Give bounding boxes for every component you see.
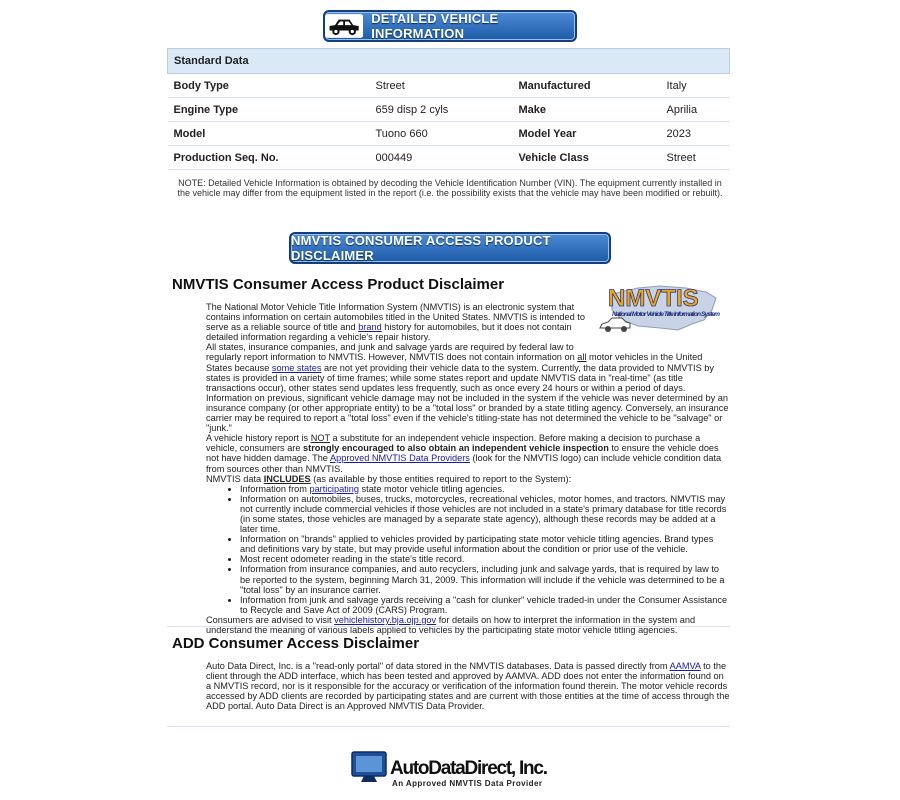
vin-decoding-note: NOTE: Detailed Vehicle Information is obtained by decoding the Vehicle Identification Number (VIN). The equipment currently installed in the vehicle may differ from the equipment listed in the report (i.e. the possibility exists that the vehicle may have been modified or rebuilt). [177, 178, 723, 198]
vehiclehistory-link[interactable]: vehiclehistory.bja.ojp.gov [334, 614, 437, 625]
field-label: Model Year [513, 122, 661, 146]
banner-title: NMVTIS CONSUMER ACCESS PRODUCT DISCLAIMER [291, 233, 551, 263]
brand-link[interactable]: brand [358, 322, 382, 333]
list-item: • Information from insurance companies, and auto recyclers, including junk and salvage yards, that is required by law to be reported to the system, beginning March 31, 2009. This information will include if the vehicle was determined to be a "total loss" by an insurance carrier. [240, 564, 730, 594]
table-row [168, 74, 730, 98]
field-value: 659 disp 2 cyls [370, 98, 513, 122]
field-label: Production Seq. No. [168, 146, 370, 170]
field-label: Vehicle Class [513, 146, 661, 170]
list-item: • Information on automobiles, buses, trucks, motorcycles, recreational vehicles, motor homes, and tractors. NMVTIS may not currently include commercial vehicles if those vehicles are not included in a state's primary database for title records (in some states, those vehicles are managed by a separate state agency), although these records may be added at a later time. [240, 494, 730, 534]
car-icon [325, 13, 363, 39]
table-row [168, 122, 730, 146]
paragraph: NMVTIS data INCLUDES (as available by those entities required to report to the System): [206, 473, 572, 484]
field-value: Street [370, 74, 513, 98]
field-value: Street [661, 146, 730, 170]
includes-list [206, 484, 730, 615]
nmvtis-logo-wordmark: NMVTIS [608, 285, 699, 312]
list-item: • Most recent odometer reading in the state's title record. [240, 554, 730, 564]
paragraph: All states, insurance companies, and junk and salvage yards are required by federal law to regularly report information to NMVTIS. However, NMVTIS does not contain information on all motor vehicles in the United States because some states are not yet providing their vehicle data to the system. Currently, the data provided to NMVTIS by states is provided in a variety of time frames; while some states report and update NMVTIS data in "real-time" (as title transactions occur), other states send updates less frequently, such as once every 24 hours or within a period of days. [206, 342, 714, 393]
logo-spacer [594, 302, 730, 346]
field-value: 000449 [370, 146, 513, 170]
paragraph: A vehicle history report is NOT a substitute for an independent vehicle inspection. Before making a decision to purchase a vehicle, consumers are strongly encouraged to also obtain an independent vehicle inspection to ensure the vehicle does not have hidden damage. The Approved NMVTIS Data Providers (look for the NMVTIS logo) can include vehicle condition data from sources other than NMVTIS. [206, 433, 722, 474]
paragraph: Consumers are advised to visit vehiclehistory.bja.ojp.gov for details on how to interpret the information in the system and understand the meaning of various labels applied to vehicles by the participating state motor vehicle titling agencies. [206, 614, 696, 635]
list-item: • Information from junk and salvage yards receiving a "cash for clunker" vehicle traded-in under the Consumer Assistance to Recycle and Save Act of 2009 (CARS) Program. [240, 595, 730, 615]
autodatadirect-logo [350, 750, 550, 790]
field-value: Aprilia [661, 98, 730, 122]
table-row [168, 146, 730, 170]
field-label: Body Type [168, 74, 370, 98]
detailed-vehicle-information-banner [323, 10, 577, 42]
field-label: Engine Type [168, 98, 370, 122]
nmvtis-disclaimer-title: NMVTIS Consumer Access Product Disclaimer [172, 276, 505, 293]
participating-link[interactable]: participating [309, 483, 359, 494]
some-states-link[interactable]: some states [271, 362, 322, 373]
list-item: • Information from participating state motor vehicle titling agencies. [240, 484, 730, 494]
field-value: Italy [661, 74, 730, 98]
field-value: Tuono 660 [370, 122, 513, 146]
list-item: • Information on "brands" applied to vehicles provided by participating state motor vehicle titling agencies. Brand types and definitions vary by state, but may provide useful information about the condition or prior use of the vehicle. [240, 534, 730, 554]
nmvtis-disclaimer-banner [289, 232, 611, 264]
nmvtis-disclaimer-body [206, 302, 730, 635]
field-label: Make [513, 98, 661, 122]
brand-tagline: An Approved NMVTIS Data Provider [392, 779, 542, 788]
nmvtis-logo-subtitle: National Motor Vehicle Title Information System [612, 311, 720, 318]
add-disclaimer-title: ADD Consumer Access Disclaimer [172, 635, 420, 652]
aamva-link[interactable]: AAMVA [669, 661, 701, 671]
field-label: Manufactured [513, 74, 661, 98]
paragraph: The National Motor Vehicle Title Information System (NMVTIS) is an electronic system that contains information on certain automobiles titled in the United States. NMVTIS is intended to serve as a reliable source of title and brand history for automobiles, but it does not contain detailed information regarding a vehicle's repair history. [206, 302, 585, 343]
standard-data-heading: Standard Data [168, 49, 730, 74]
field-value: 2023 [661, 122, 730, 146]
standard-data-table [167, 48, 730, 170]
section-divider [167, 726, 730, 727]
brand-name: AutoDataDirect, Inc. [390, 758, 548, 779]
paragraph: Information on previous, significant vehicle damage may not be included in the system if the vehicle was never determined by an insurance company (or other appropriate entity) to be a "total loss" or branded by a state titling agency. Conversely, an insurance carrier may be required to report a "total loss" even if the vehicle's titling-state has not determined the vehicle to be "salvage" or "junk." [206, 392, 729, 434]
table-row [168, 98, 730, 122]
section-divider [167, 626, 730, 627]
approved-providers-link[interactable]: Approved NMVTIS Data Providers [329, 453, 470, 464]
field-label: Model [168, 122, 370, 146]
paragraph: Auto Data Direct, Inc. is a "read-only portal" of data stored in the NMVTIS databases. Data is passed directly from AAMVA to the client through the ADD interface, which has been tested and approved by AAMVA. ADD does not enter the information found on a NMVTIS record, nor is it responsible for the accuracy or verification of the information found therein. The motor vehicle records accessed by ADD clients are recorded by participating states and are current with those entities at the time of access through the ADD portal. Auto Data Direct is an Approved NMVTIS Data Provider. [206, 661, 730, 712]
add-disclaimer-body [206, 661, 730, 711]
monitor-icon [352, 752, 386, 782]
banner-title: DETAILED VEHICLE INFORMATION [371, 11, 499, 41]
